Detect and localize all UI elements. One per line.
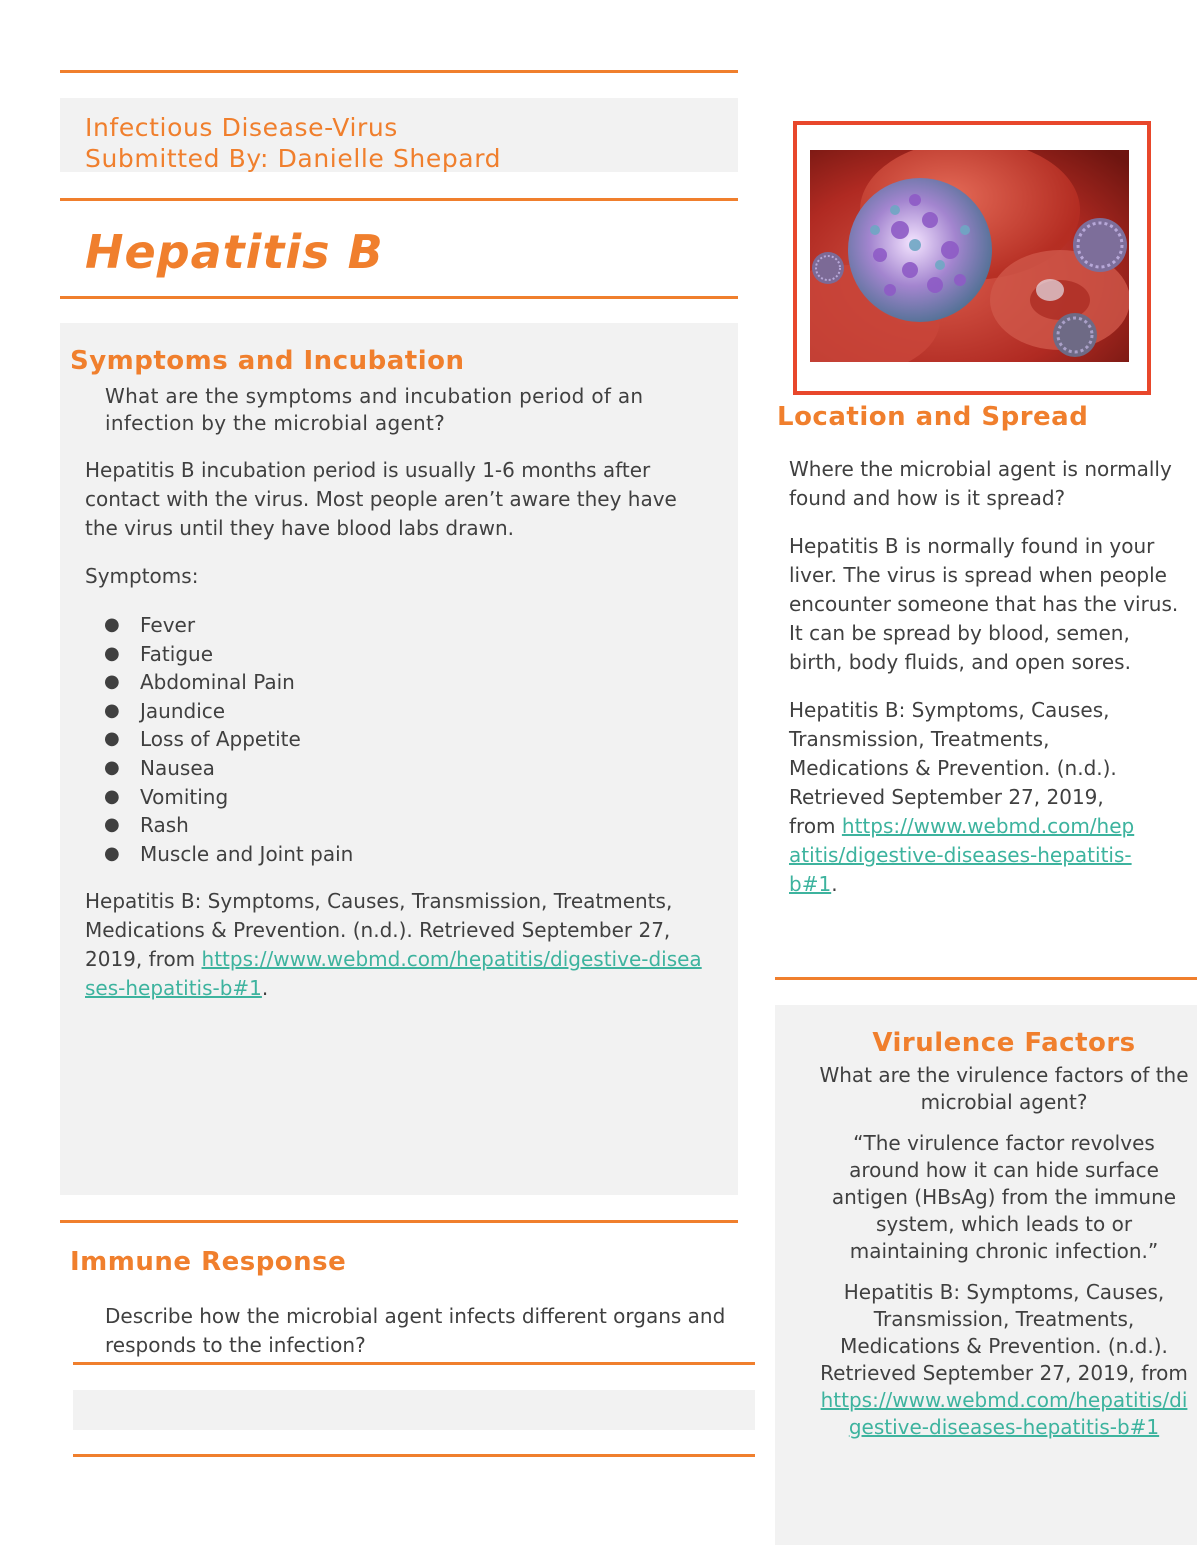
location-rule bbox=[775, 977, 1197, 980]
virulence-answer: “The virulence factor revolves around how it can hide surface antigen (HBsAg) from the immune system, which leads to or maintaining chronic infection.” bbox=[831, 1131, 1177, 1263]
immune-answer-box bbox=[73, 1390, 755, 1430]
symptoms-question: What are the symptoms and incubation period of an infection by the microbial agent? bbox=[105, 384, 644, 435]
list-item: ● Nausea bbox=[70, 754, 710, 783]
bullet-icon: ● bbox=[104, 728, 120, 750]
location-citation bbox=[789, 696, 1144, 899]
title-rule bbox=[60, 296, 738, 299]
list-item: ● Rash bbox=[70, 811, 710, 840]
bullet-icon: ● bbox=[104, 785, 120, 807]
webmd-link[interactable]: https://www.webmd.com/hepatitis/digestive-diseases-hepatitis-b#1 bbox=[85, 947, 702, 1001]
symptoms-answer: Hepatitis B incubation period is usually 1-6 months after contact with the virus. Most people aren’t aware they have the virus until they have blood labs drawn. bbox=[85, 458, 677, 540]
page-title: Hepatitis B bbox=[85, 225, 384, 279]
list-item: ● Jaundice bbox=[70, 697, 710, 726]
image-frame bbox=[793, 121, 1151, 395]
immune-heading: Immune Response bbox=[70, 1247, 347, 1277]
citation-period: . bbox=[261, 976, 269, 1001]
immune-rule bbox=[73, 1362, 755, 1365]
immune-question: Describe how the microbial agent infects different organs and responds to the infection? bbox=[105, 1304, 726, 1357]
virulence-question: What are the virulence factors of the microbial agent? bbox=[819, 1063, 1189, 1114]
bullet-icon: ● bbox=[104, 842, 120, 864]
list-item: ● Fever bbox=[70, 611, 710, 640]
top-rule bbox=[60, 70, 738, 73]
location-heading: Location and Spread bbox=[777, 402, 1089, 432]
location-question: Where the microbial agent is normally found and how is it spread? bbox=[789, 457, 1172, 510]
virulence-heading: Virulence Factors bbox=[872, 1028, 1136, 1058]
list-item: ● Loss of Appetite bbox=[70, 725, 710, 754]
bullet-icon: ● bbox=[104, 671, 120, 693]
bottom-rule bbox=[73, 1454, 755, 1457]
course-title: Infectious Disease-Virus bbox=[85, 113, 398, 142]
symptoms-list-label: Symptoms: bbox=[85, 564, 199, 588]
hepatitis-b-virus-illustration bbox=[810, 150, 1129, 362]
citation-text: Hepatitis B: Symptoms, Causes, Transmission, Treatments, Medications & Prevention. (n.d.). Retrieved September 27, 2019, from bbox=[85, 889, 673, 972]
symptoms-section bbox=[70, 346, 710, 1003]
citation-text: Hepatitis B: Symptoms, Causes, Transmission, Treatments, Medications & Prevention. (n.d.). Retrieved September 27, 2019, from bbox=[789, 698, 1117, 838]
list-item: ● Fatigue bbox=[70, 640, 710, 669]
webmd-link[interactable]: https://www.webmd.com/hepatitis/digestive-diseases-hepatitis-b#1 bbox=[820, 1388, 1188, 1439]
virulence-citation bbox=[815, 1279, 1193, 1441]
symptoms-heading: Symptoms and Incubation bbox=[70, 346, 465, 376]
virulence-section bbox=[805, 1028, 1200, 1441]
location-answer: Hepatitis B is normally found in your liver. The virus is spread when people encounter someone that has the virus. It can be spread by blood, semen, birth, body fluids, and open sores. bbox=[789, 534, 1179, 674]
list-item: ● Muscle and Joint pain bbox=[70, 840, 710, 869]
list-item: ● Abdominal Pain bbox=[70, 668, 710, 697]
citation-text: Hepatitis B: Symptoms, Causes, Transmission, Treatments, Medications & Prevention. (n.d.). Retrieved September 27, 2019, from bbox=[820, 1280, 1188, 1385]
bullet-icon: ● bbox=[104, 699, 120, 721]
symptoms-list bbox=[70, 611, 710, 868]
immune-top-rule bbox=[60, 1220, 738, 1223]
symptoms-citation bbox=[85, 887, 710, 1003]
citation-period: . bbox=[831, 872, 838, 896]
header-rule bbox=[60, 198, 738, 201]
webmd-link[interactable]: https://www.webmd.com/hepatitis/digestive-diseases-hepatitis-b#1 bbox=[789, 814, 1135, 896]
bullet-icon: ● bbox=[104, 756, 120, 778]
bullet-icon: ● bbox=[104, 814, 120, 836]
author-line: Submitted By: Danielle Shepard bbox=[85, 144, 502, 173]
location-section bbox=[789, 455, 1189, 899]
bullet-icon: ● bbox=[104, 642, 120, 664]
bullet-icon: ● bbox=[104, 614, 120, 635]
list-item: ● Vomiting bbox=[70, 783, 710, 812]
